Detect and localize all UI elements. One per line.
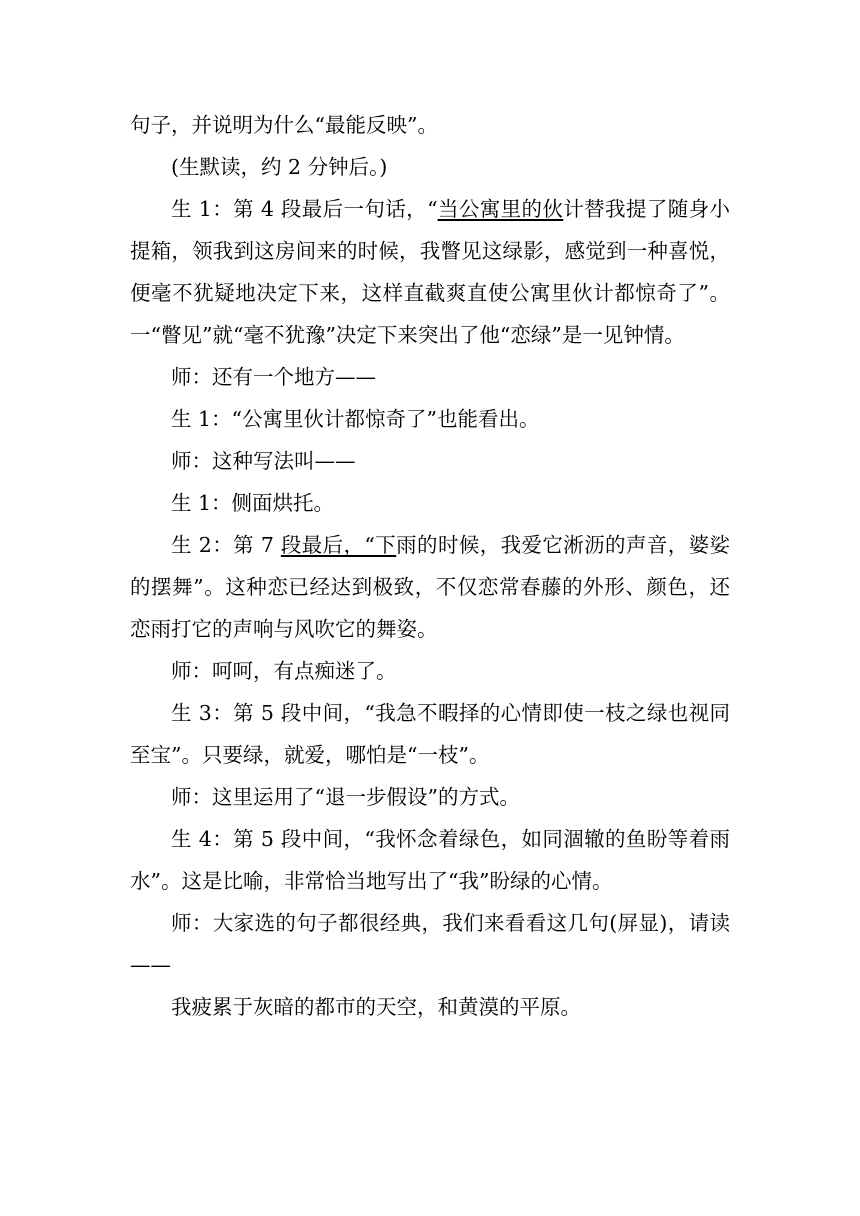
- text-run: 计替我提了随身小提箱，领我到这房间来的时候，我瞥见这绿影，感觉到一种喜悦，便毫不犹疑地决定下来，这样直截爽直使公寓里伙计都惊奇了”。一“瞥见”就“毫不犹豫”决定下来突出了他“恋绿”是一见钟情。: [130, 197, 730, 347]
- text-run: (生默读，约 2 分钟后。): [171, 155, 388, 179]
- paragraph: [130, 104, 730, 146]
- paragraph: [130, 440, 730, 482]
- paragraph: [130, 986, 730, 1028]
- text-run: 师：呵呵，有点痴迷了。: [171, 659, 397, 683]
- text-run: 师：大家选的句子都很经典，我们来看看这几句(屏显)，请读——: [130, 911, 730, 977]
- paragraph: [130, 398, 730, 440]
- paragraph: [130, 188, 730, 356]
- text-run: 生 4：第 5 段中间，“我怀念着绿色，如同涸辙的鱼盼等着雨水”。这是比喻，非常恰当地写出了“我”盼绿的心情。: [130, 827, 730, 893]
- text-run: 雨的时候，我爱它淅沥的声音，婆娑的摆舞”。这种恋已经达到极致，不仅恋常春藤的外形、颜色，还恋雨打它的声响与风吹它的舞姿。: [130, 533, 730, 641]
- text-run: 生 3：第 5 段中间，“我急不暇择的心情即使一枝之绿也视同至宝”。只要绿，就爱，哪怕是“一枝”。: [130, 701, 730, 767]
- paragraph: [130, 818, 730, 902]
- text-run: 师：还有一个地方——: [171, 365, 376, 389]
- text-run: 师：这里运用了“退一步假设”的方式。: [171, 785, 520, 809]
- text-run: 生 1：第 4 段最后一句话，“: [171, 197, 438, 221]
- text-run: 生 1：“公寓里伙计都惊奇了”也能看出。: [171, 407, 540, 431]
- paragraph: [130, 482, 730, 524]
- underlined-text: 段最后，“下: [280, 533, 397, 557]
- text-run: 师：这种写法叫——: [171, 449, 356, 473]
- paragraph: [130, 776, 730, 818]
- text-run: 我疲累于灰暗的都市的天空，和黄漠的平原。: [171, 995, 581, 1019]
- paragraph: [130, 902, 730, 986]
- text-run: 句子，并说明为什么“最能反映”。: [130, 113, 438, 137]
- paragraph: [130, 146, 730, 188]
- paragraph: [130, 692, 730, 776]
- text-run: 生 2：第 7: [171, 533, 281, 557]
- paragraph: [130, 650, 730, 692]
- text-run: 生 1：侧面烘托。: [171, 491, 335, 515]
- paragraph: [130, 524, 730, 650]
- document-page: [130, 104, 730, 1028]
- paragraph: [130, 356, 730, 398]
- underlined-text: 当公寓里的伙: [437, 197, 564, 221]
